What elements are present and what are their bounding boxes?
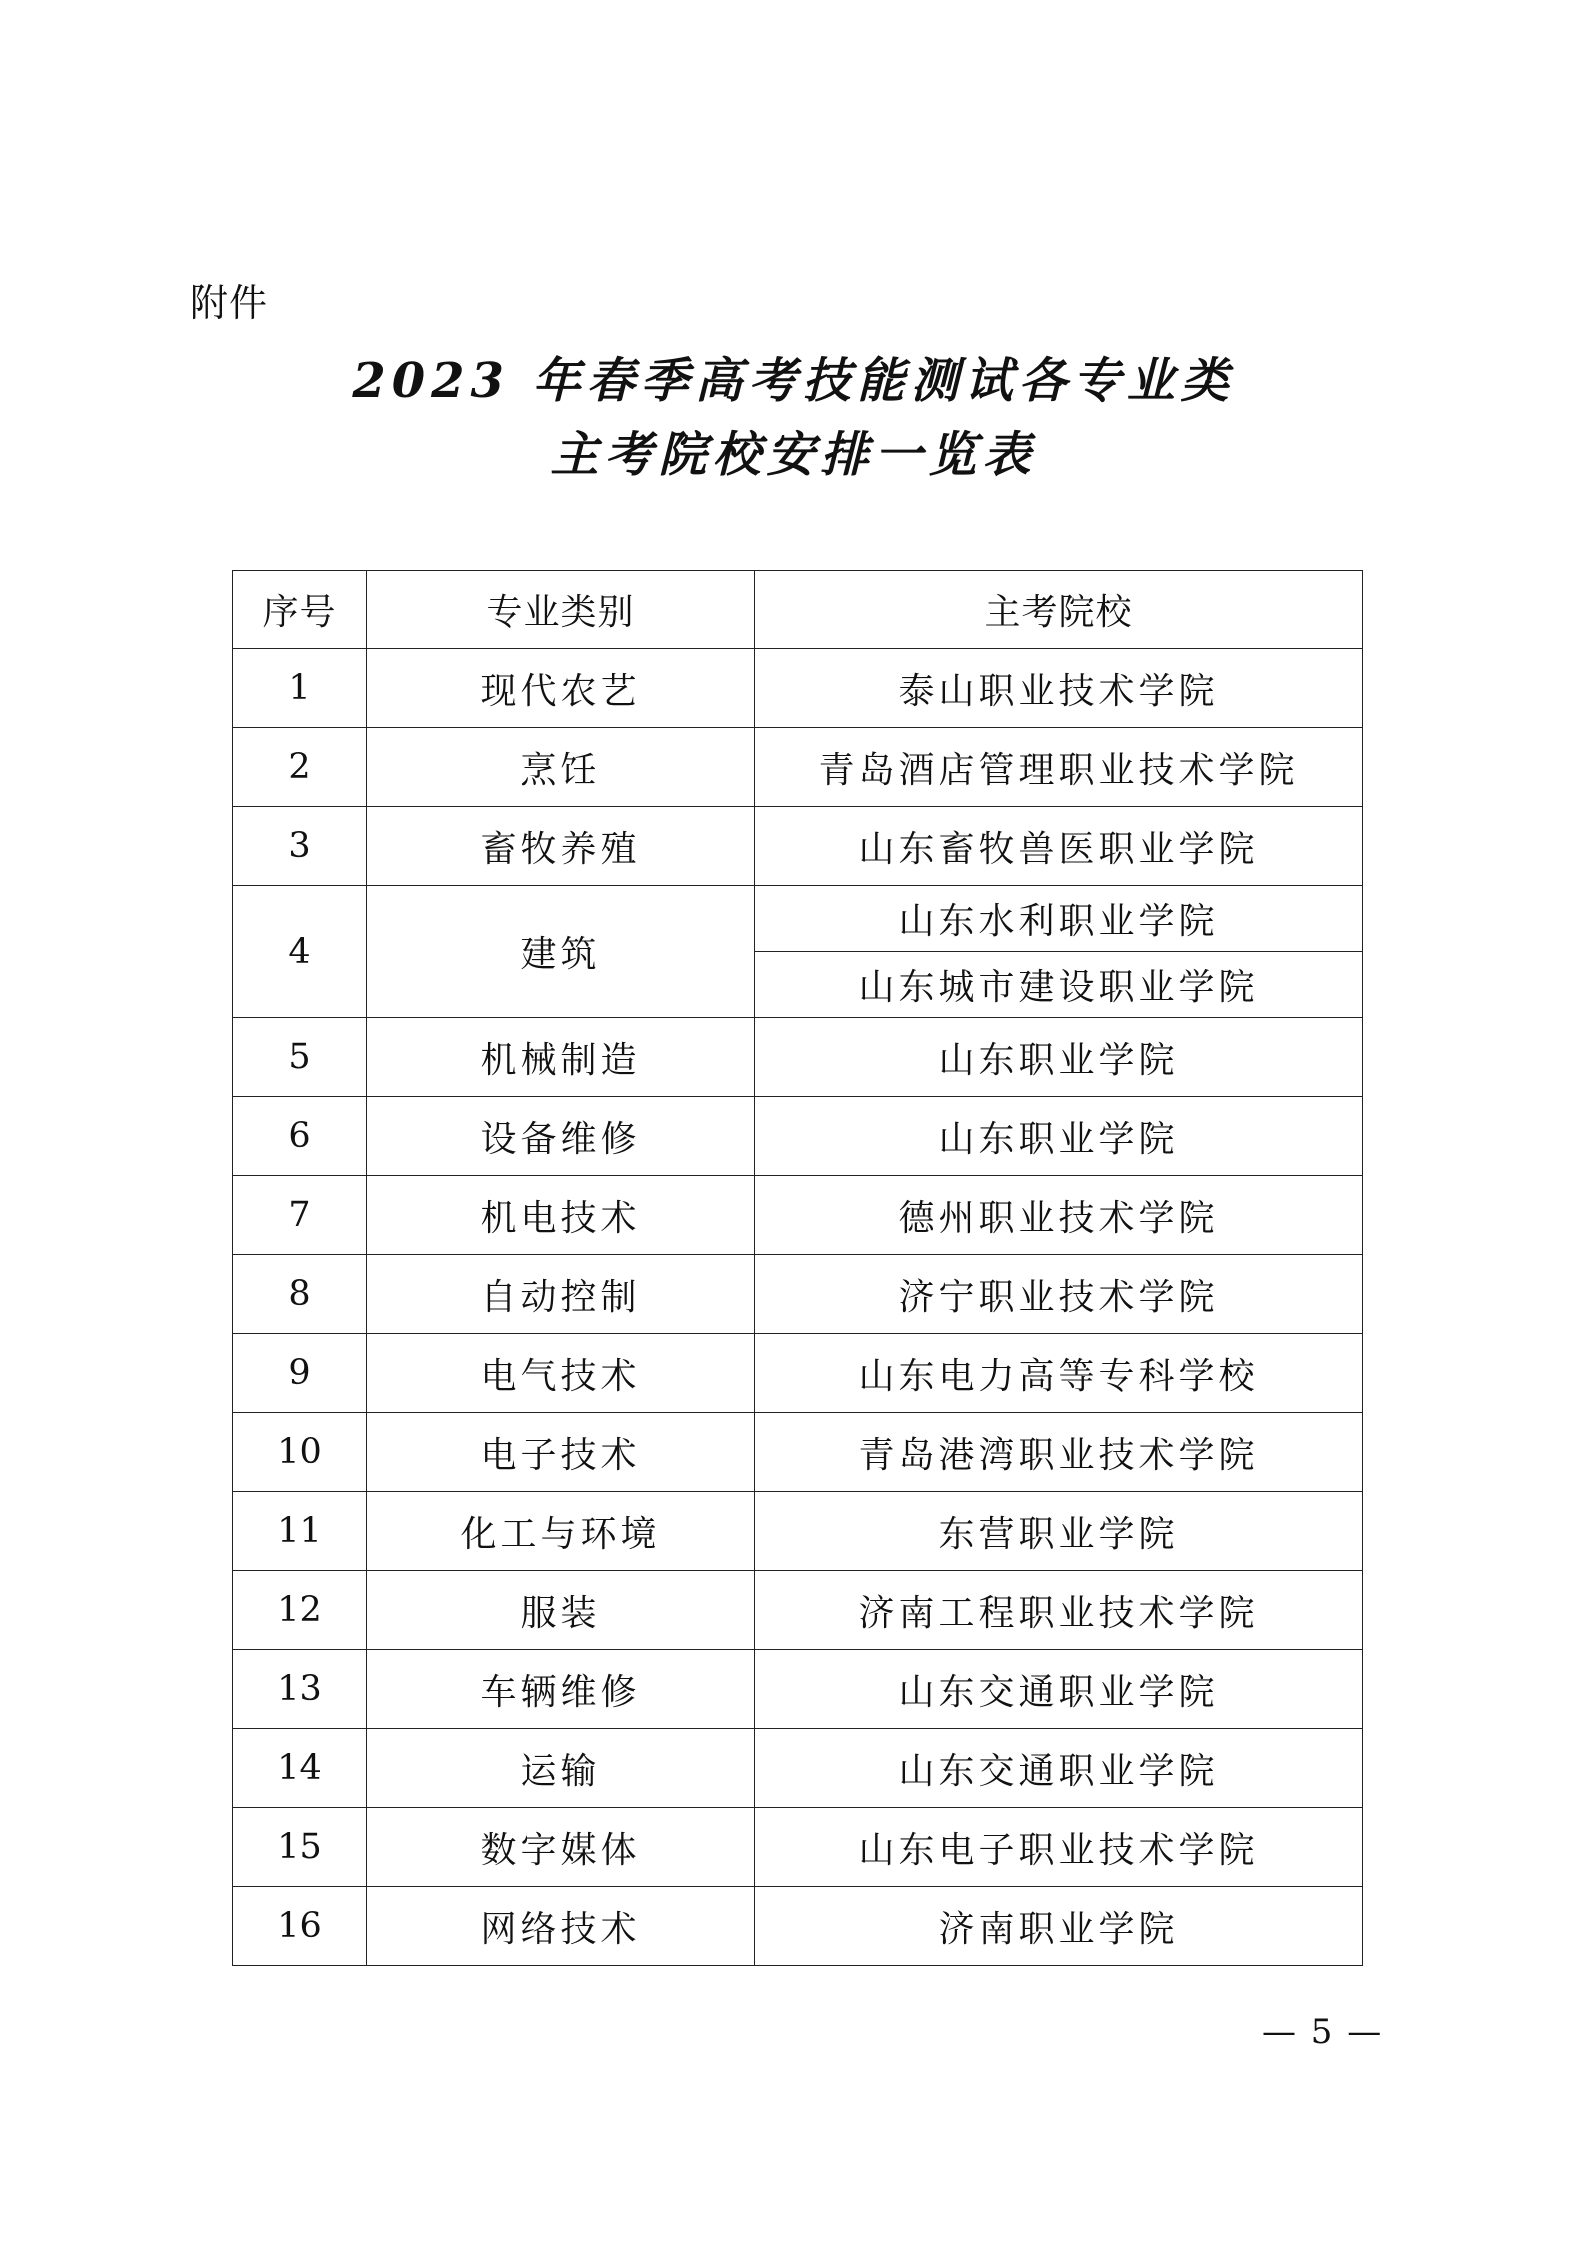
table-row: [233, 807, 1363, 886]
table-row: [233, 1571, 1363, 1650]
row-category: 网络技术: [367, 1887, 755, 1966]
row-category: 自动控制: [367, 1255, 755, 1334]
table-row: [233, 1097, 1363, 1176]
row-category: 电子技术: [367, 1413, 755, 1492]
table-row: [233, 1413, 1363, 1492]
row-number: 11: [233, 1492, 367, 1571]
row-category: 运输: [367, 1729, 755, 1808]
row-number: 10: [233, 1413, 367, 1492]
row-school: 山东水利职业学院: [755, 886, 1363, 952]
table-row: [233, 1255, 1363, 1334]
row-number: 13: [233, 1650, 367, 1729]
row-number: 1: [233, 649, 367, 728]
attachment-label: 附件: [190, 281, 269, 325]
row-number: 8: [233, 1255, 367, 1334]
table-row: [233, 728, 1363, 807]
row-category: 数字媒体: [367, 1808, 755, 1887]
row-school: 济南工程职业技术学院: [755, 1571, 1363, 1650]
row-number: 9: [233, 1334, 367, 1413]
row-category: 烹饪: [367, 728, 755, 807]
table-row: [233, 1018, 1363, 1097]
header-major-category: 专业类别: [367, 571, 755, 649]
row-number: 5: [233, 1018, 367, 1097]
row-category: 建筑: [367, 886, 755, 1018]
row-school: 青岛酒店管理职业技术学院: [755, 728, 1363, 807]
row-school: 山东电子职业技术学院: [755, 1808, 1363, 1887]
header-host-school: 主考院校: [755, 571, 1363, 649]
table-row: [233, 1334, 1363, 1413]
table-row: [233, 886, 1363, 952]
row-school: 德州职业技术学院: [755, 1176, 1363, 1255]
row-school: 青岛港湾职业技术学院: [755, 1413, 1363, 1492]
row-school: 山东畜牧兽医职业学院: [755, 807, 1363, 886]
exam-school-table: [232, 570, 1363, 1966]
row-school: 济宁职业技术学院: [755, 1255, 1363, 1334]
row-number: 4: [233, 886, 367, 1018]
page-number: — 5 —: [1262, 2012, 1384, 2052]
row-category: 化工与环境: [367, 1492, 755, 1571]
row-number: 6: [233, 1097, 367, 1176]
row-school: 东营职业学院: [755, 1492, 1363, 1571]
table-row: [233, 1729, 1363, 1808]
table-row: [233, 649, 1363, 728]
row-category: 车辆维修: [367, 1650, 755, 1729]
row-number: 2: [233, 728, 367, 807]
row-category: 服装: [367, 1571, 755, 1650]
row-number: 14: [233, 1729, 367, 1808]
table-row: [233, 1650, 1363, 1729]
header-sequence-number: 序号: [233, 571, 367, 649]
row-school: 泰山职业技术学院: [755, 649, 1363, 728]
row-school: 济南职业学院: [755, 1887, 1363, 1966]
row-category: 电气技术: [367, 1334, 755, 1413]
row-school: 山东职业学院: [755, 1097, 1363, 1176]
table-row: [233, 1887, 1363, 1966]
row-school: 山东电力高等专科学校: [755, 1334, 1363, 1413]
row-number: 7: [233, 1176, 367, 1255]
row-school: 山东职业学院: [755, 1018, 1363, 1097]
document-title-line-2: 主考院校安排一览表: [550, 427, 1037, 483]
row-category: 设备维修: [367, 1097, 755, 1176]
row-category: 畜牧养殖: [367, 807, 755, 886]
table-row: [233, 1492, 1363, 1571]
row-number: 3: [233, 807, 367, 886]
row-number: 15: [233, 1808, 367, 1887]
table-row: [233, 1176, 1363, 1255]
document-title-line-1: 2023 年春季高考技能测试各专业类: [352, 353, 1235, 409]
table-header-row: [233, 571, 1363, 649]
row-category: 现代农艺: [367, 649, 755, 728]
row-school: 山东交通职业学院: [755, 1729, 1363, 1808]
row-category: 机械制造: [367, 1018, 755, 1097]
row-school: 山东交通职业学院: [755, 1650, 1363, 1729]
row-school: 山东城市建设职业学院: [755, 952, 1363, 1018]
table-row: [233, 1808, 1363, 1887]
row-number: 16: [233, 1887, 367, 1966]
row-category: 机电技术: [367, 1176, 755, 1255]
row-number: 12: [233, 1571, 367, 1650]
